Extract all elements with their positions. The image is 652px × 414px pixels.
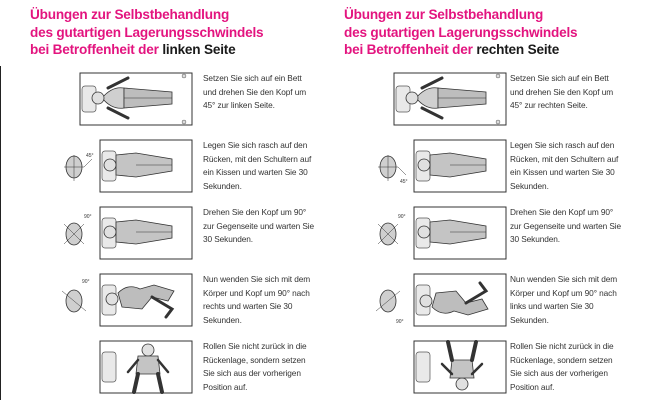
right-step-4 (338, 271, 652, 331)
left-step-2-illustration (62, 137, 198, 195)
left-step-5-text: Rollen Sie nicht zurück in die Rückenlage, sondern setzen Sie sich aus der vorherigen Position auf. (203, 341, 307, 392)
right-title-side: rechten Seite (476, 42, 560, 58)
right-step-1 (338, 70, 652, 130)
left-step-5 (0, 338, 320, 398)
right-step-3-illustration (376, 204, 512, 262)
right-step-2 (338, 137, 652, 197)
right-step-3 (338, 204, 652, 264)
person-head (92, 92, 104, 104)
left-step-2 (0, 137, 320, 197)
svg-text:90°: 90° (84, 214, 92, 220)
svg-text:90°: 90° (398, 214, 406, 220)
left-step-3 (0, 204, 320, 264)
left-title-line3-prefix: bei Betroffenheit der (30, 42, 163, 58)
right-step-4-illustration (376, 271, 512, 329)
left-step-1-illustration (62, 70, 198, 128)
right-step-4-text: Nun wenden Sie sich mit dem Körper und Kopf um 90° nach links und warten Sie 30 Sekunden. (510, 274, 618, 325)
svg-text:45°: 45° (400, 179, 408, 185)
right-step-5 (338, 338, 652, 398)
right-step-1-text: Setzen Sie sich auf ein Bett und drehen Sie den Kopf um 45° zur rechten Seite. (510, 73, 614, 111)
right-step-2-text: Legen Sie sich rasch auf den Rücken, mit den Schultern auf ein Kissen und warten Sie 30 Sekunden. (510, 140, 619, 191)
svg-text:90°: 90° (82, 279, 90, 285)
right-step-5-text: Rollen Sie nicht zurück in die Rückenlage, sondern setzen Sie sich aus der vorherigen Position auf. (510, 341, 614, 392)
right-title-line1: Übungen zur Selbstbehandlung (344, 7, 544, 22)
left-column (0, 0, 320, 414)
right-title-line3-prefix: bei Betroffenheit der (344, 42, 477, 58)
left-title (30, 6, 320, 59)
left-step-4-illustration (62, 271, 198, 329)
left-step-4 (0, 271, 320, 331)
right-step-2-illustration (376, 137, 512, 195)
right-step-5-illustration (376, 338, 512, 396)
left-step-3-text: Drehen Sie den Kopf um 90° zur Gegenseite und warten Sie 30 Sekunden. (203, 207, 315, 245)
svg-text:45°: 45° (86, 153, 94, 159)
left-step-1-text: Setzen Sie sich auf ein Bett und drehen Sie den Kopf um 45° zur linken Seite. (203, 73, 307, 111)
left-step-3-illustration (62, 204, 198, 262)
left-step-2-text: Legen Sie sich rasch auf den Rücken, mit den Schultern auf ein Kissen und warten Sie 30 Sekunden. (203, 140, 312, 191)
right-title-line2: des gutartigen Lagerungsschwindels (344, 24, 578, 40)
left-title-line1: Übungen zur Selbstbehandlung (30, 7, 230, 22)
left-title-line2: des gutartigen Lagerungsschwindels (30, 24, 264, 40)
right-step-3-text: Drehen Sie den Kopf um 90° zur Gegenseite und warten Sie 30 Sekunden. (510, 207, 622, 245)
right-step-1-illustration (376, 70, 512, 128)
right-column (338, 0, 652, 414)
left-step-5-illustration (62, 338, 198, 396)
left-step-1 (0, 70, 320, 130)
right-title (344, 6, 634, 59)
left-step-4-text: Nun wenden Sie sich mit dem Körper und Kopf um 90° nach rechts und warten Sie 30 Sekunden. (203, 274, 311, 325)
left-title-side: linken Seite (162, 42, 236, 58)
svg-text:90°: 90° (396, 319, 404, 325)
